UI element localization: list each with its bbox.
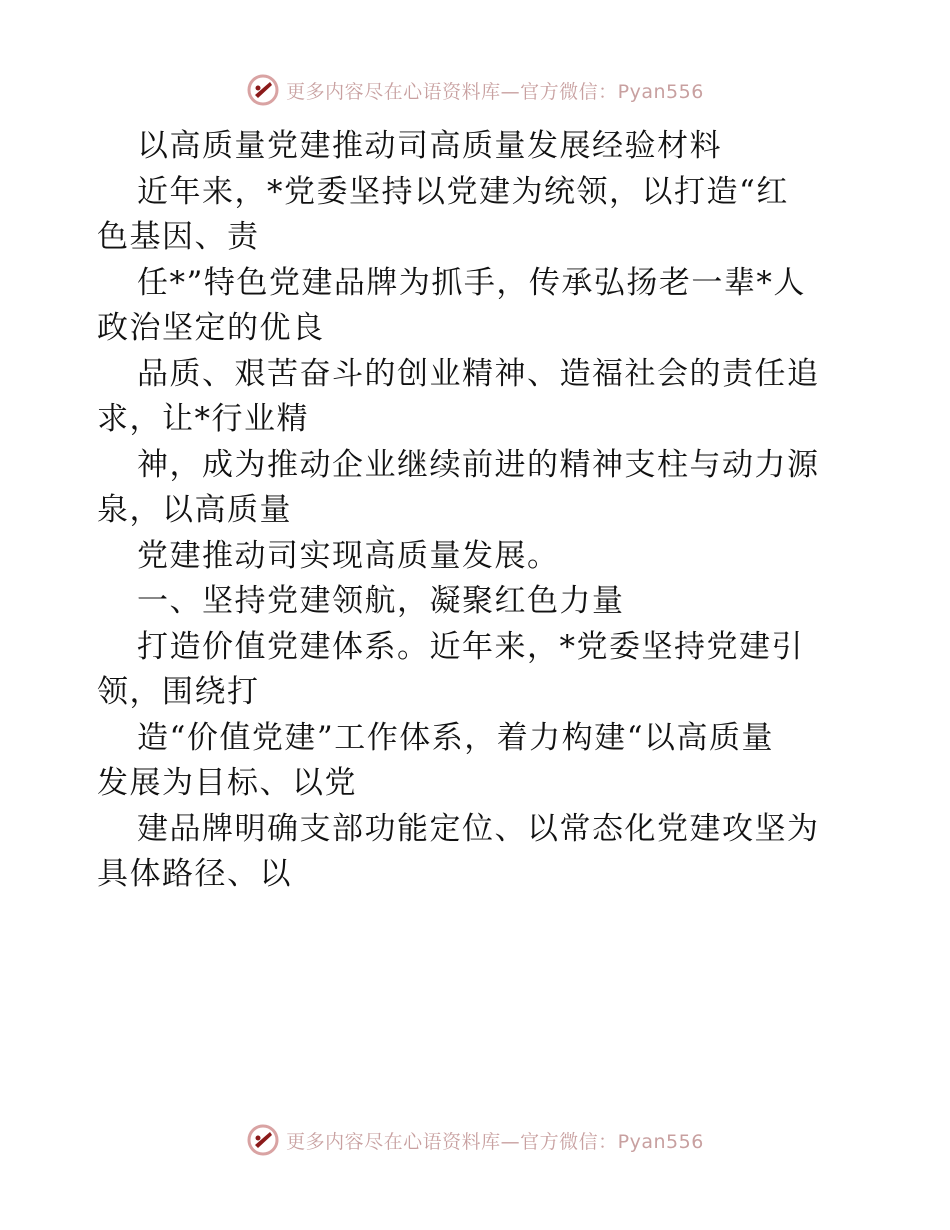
section-heading: 一、坚持党建领航，凝聚红色力量 xyxy=(137,583,625,619)
text-line: 色基因、责 xyxy=(97,219,260,255)
text-line: 泉，以高质量 xyxy=(97,492,292,528)
text-line: 政治坚定的优良 xyxy=(97,310,325,346)
document-body xyxy=(97,124,857,898)
text-line: 党建推动司实现高质量发展。 xyxy=(137,537,560,574)
document-title: 以高质量党建推动司高质量发展经验材料 xyxy=(137,128,722,164)
footer-banner-text: 更多内容尽在心语资料库—官方微信：Pyan556 xyxy=(286,1130,704,1153)
text-line: 造“价值党建”工作体系，着力构建“以高质量 xyxy=(137,719,775,756)
text-line: 神，成为推动企业继续前进的精神支柱与动力源 xyxy=(137,446,820,483)
text-line: 具体路径、以 xyxy=(97,856,292,892)
text-line: 近年来，*党委坚持以党建为统领，以打造“红 xyxy=(137,173,789,210)
logo-icon xyxy=(246,73,280,107)
text-line: 发展为目标、以党 xyxy=(97,765,357,801)
footer-banner xyxy=(0,1120,950,1160)
text-line: 建品牌明确支部功能定位、以常态化党建攻坚为 xyxy=(137,810,820,847)
logo-icon xyxy=(246,1123,280,1157)
header-banner-text: 更多内容尽在心语资料库—官方微信：Pyan556 xyxy=(286,80,704,103)
text-line: 品质、艰苦奋斗的创业精神、造福社会的责任追 xyxy=(137,355,820,392)
text-line: 打造价值党建体系。近年来，*党委坚持党建引 xyxy=(137,628,804,665)
text-line: 求，让*行业精 xyxy=(97,401,309,437)
text-line: 领，围绕打 xyxy=(97,674,260,710)
text-line: 任*”特色党建品牌为抓手，传承弘扬老一辈*人 xyxy=(137,264,806,301)
header-banner xyxy=(0,70,950,110)
